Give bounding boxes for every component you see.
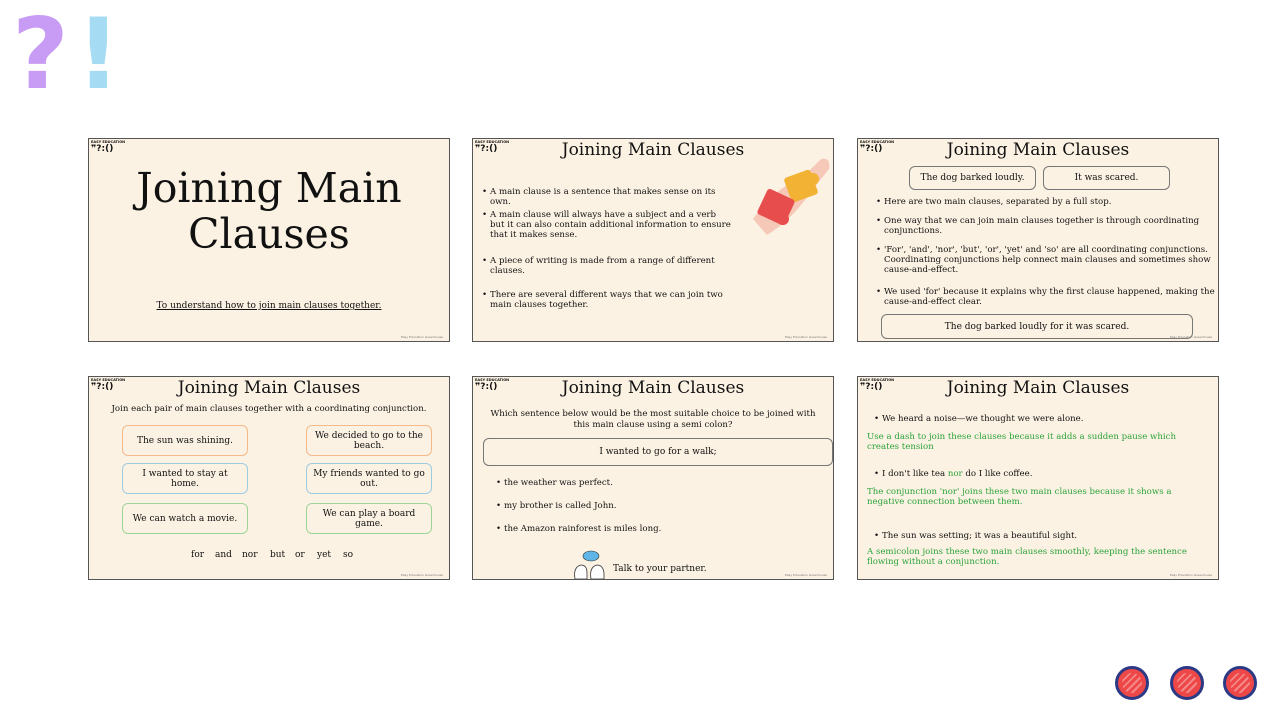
conjunction-word: nor bbox=[242, 550, 258, 560]
instruction-text: Join each pair of main clauses together with a coordinating conjunction. bbox=[111, 404, 427, 414]
bullet-item: • We used 'for' because it explains why the first clause happened, making the cause-and-effect clear. bbox=[876, 287, 1216, 307]
talking-heads-icon bbox=[571, 549, 607, 579]
question-mark-decoration: ? bbox=[12, 0, 69, 112]
example-sentence: • I don't like tea nor do I like coffee. bbox=[874, 469, 1194, 479]
conjunction-word: yet bbox=[317, 550, 332, 560]
explanation-note: The conjunction 'nor' joins these two main clauses because it shows a negative connection between them. bbox=[867, 487, 1172, 507]
slide-title: Joining Main Clauses bbox=[136, 164, 402, 258]
slide-title: Joining Main Clauses bbox=[561, 140, 745, 160]
clause-box: It was scared. bbox=[1043, 166, 1170, 190]
footer-text: Easy Education Greenhouse bbox=[400, 335, 443, 339]
logo-icon: ❞?:() bbox=[475, 144, 498, 154]
conjunction-word: for bbox=[191, 550, 205, 560]
clause-box: We decided to go to the beach. bbox=[306, 425, 432, 456]
explanation-note: A semicolon joins these two main clauses smoothly, keeping the sentence flowing without a conjunction. bbox=[867, 547, 1187, 567]
logo-icon: ❞?:() bbox=[91, 382, 114, 392]
conjunction-word: but bbox=[270, 550, 286, 560]
example-sentence: • We heard a noise—we thought we were alone. bbox=[874, 414, 1194, 424]
footer-text: Easy Education Greenhouse bbox=[784, 573, 827, 577]
bullet-item: • A main clause will always have a subject and a verb but it can also contain additional information to ensure that it makes sense. bbox=[482, 210, 732, 240]
footer-text: Easy Education Greenhouse bbox=[784, 335, 827, 339]
bullet-item: • There are several different ways that we can join two main clauses together. bbox=[482, 290, 732, 310]
slide-5-thumbnail[interactable] bbox=[472, 376, 834, 580]
clause-box: My friends wanted to go out. bbox=[306, 463, 432, 494]
bullet-item: • 'For', 'and', 'nor', 'but', 'or', 'yet' and 'so' are all coordinating conjunctions. Coordinating conjunctions help connect main clauses and sometimes show cause-and-effect. bbox=[876, 245, 1216, 275]
learning-objective: To understand how to join main clauses together. bbox=[156, 301, 382, 311]
puzzle-pieces-icon bbox=[743, 149, 833, 237]
slide-title: Joining Main Clauses bbox=[946, 140, 1130, 160]
logo-icon: ❞?:() bbox=[475, 382, 498, 392]
nav-circle-button-3[interactable] bbox=[1223, 666, 1257, 700]
bullet-item: • One way that we can join main clauses together is through coordinating conjunctions. bbox=[876, 216, 1216, 236]
slide-2-thumbnail[interactable] bbox=[472, 138, 834, 342]
main-clause-box: I wanted to go for a walk; bbox=[483, 438, 833, 466]
logo-icon: ❞?:() bbox=[91, 144, 114, 154]
slide-title: Joining Main Clauses bbox=[177, 378, 361, 398]
option-item: • the weather was perfect. bbox=[496, 478, 796, 488]
slide-title: Joining Main Clauses bbox=[946, 378, 1130, 398]
slide-3-thumbnail[interactable] bbox=[857, 138, 1219, 342]
logo: EASY EDUCATION ❞?:() bbox=[91, 140, 126, 154]
bullet-item: • Here are two main clauses, separated by a full stop. bbox=[876, 197, 1216, 207]
footer-text: Easy Education Greenhouse bbox=[1169, 335, 1212, 339]
question-text: Which sentence below would be the most suitable choice to be joined with this main clause using a semi colon? bbox=[490, 409, 816, 430]
option-item: • the Amazon rainforest is miles long. bbox=[496, 524, 796, 534]
bullet-item: • A piece of writing is made from a range of different clauses. bbox=[482, 256, 732, 276]
nav-circle-button-2[interactable] bbox=[1170, 666, 1204, 700]
logo-icon: ❞?:() bbox=[860, 144, 883, 154]
explanation-note: Use a dash to join these clauses because it adds a sudden pause which creates tension bbox=[867, 432, 1177, 452]
option-item: • my brother is called John. bbox=[496, 501, 796, 511]
slide-title: Joining Main Clauses bbox=[561, 378, 745, 398]
slide-4-thumbnail[interactable] bbox=[88, 376, 450, 580]
slide-1-thumbnail[interactable] bbox=[88, 138, 450, 342]
exclamation-mark-decoration: ! bbox=[76, 0, 121, 112]
clause-box: I wanted to stay at home. bbox=[122, 463, 248, 494]
talk-prompt: Talk to your partner. bbox=[613, 564, 707, 574]
logo-icon: ❞?:() bbox=[860, 382, 883, 392]
logo: EASY EDUCATION ❞?:() bbox=[91, 378, 126, 392]
logo: EASY EDUCATION ❞?:() bbox=[475, 140, 510, 154]
clause-box: We can watch a movie. bbox=[122, 503, 248, 534]
nav-circle-button-1[interactable] bbox=[1115, 666, 1149, 700]
slide-6-thumbnail[interactable] bbox=[857, 376, 1219, 580]
clause-box: The sun was shining. bbox=[122, 425, 248, 456]
logo: EASY EDUCATION ❞?:() bbox=[860, 378, 895, 392]
clause-box: We can play a board game. bbox=[306, 503, 432, 534]
conjunction-word: or bbox=[295, 550, 305, 560]
clause-box: The dog barked loudly. bbox=[909, 166, 1036, 190]
bullet-item: • A main clause is a sentence that makes sense on its own. bbox=[482, 187, 732, 207]
example-sentence: • The sun was setting; it was a beautiful sight. bbox=[874, 531, 1194, 541]
joined-sentence-box: The dog barked loudly for it was scared. bbox=[881, 314, 1193, 339]
conjunction-word: and bbox=[215, 550, 232, 560]
footer-text: Easy Education Greenhouse bbox=[1169, 573, 1212, 577]
footer-text: Easy Education Greenhouse bbox=[400, 573, 443, 577]
logo: EASY EDUCATION ❞?:() bbox=[475, 378, 510, 392]
conjunction-word: so bbox=[343, 550, 354, 560]
logo: EASY EDUCATION ❞?:() bbox=[860, 140, 895, 154]
